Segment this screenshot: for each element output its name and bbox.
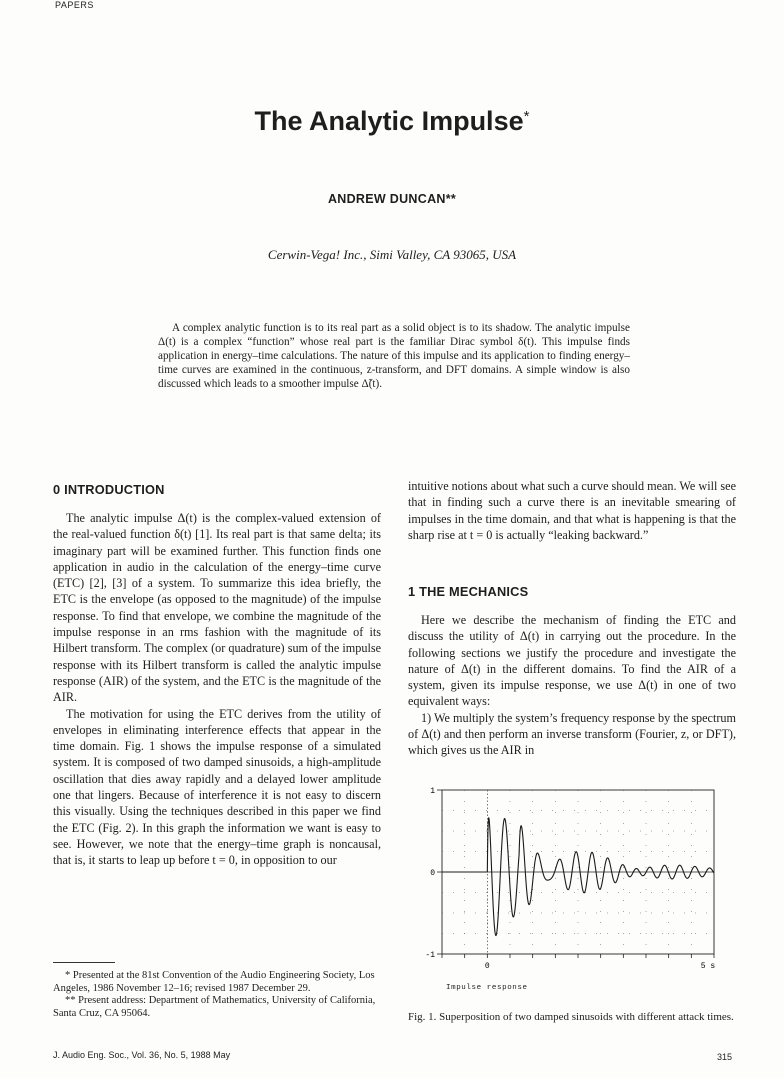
section-heading-mechanics: 1 THE MECHANICS — [408, 584, 529, 599]
intro-paragraph-2: The motivation for using the ETC derives from the utility of envelopes in eliminating interference effects that appear in the time domain. Fig. 1 shows the impulse response of a simulated system. It is composed of two damped sinusoids, a high-amplitude oscillation that dies away rapidly and a delayed lower amplitude one that lingers. Because of interference it is not easy to discern this visually. Using the techniques described in this paper we find the ETC (Fig. 2). In this graph the information we want is easy to see. However, we note that the energy–time graph is noncausal, that is, it starts to leap up before t = 0, in opposition to our — [53, 706, 381, 868]
footnote-rule — [53, 962, 115, 963]
page-number: 315 — [717, 1052, 733, 1062]
footnote-1: * Presented at the 81st Convention of the Audio Engineering Society, Los Angeles, 1986 November 12–16; revised 1987 December 29. — [53, 970, 375, 994]
intro-continuation: intuitive notions about what such a curve should mean. We will see that in finding such a curve there is an inevitable smearing of impulses in the time domain, and that what is happening is that the sharp rise at t = 0 is actually “leaking backward.” — [408, 479, 736, 542]
mechanics-paragraph-2: 1) We multiply the system’s frequency response by the spectrum of Δ(t) and then perform an inverse transform (Fourier, z, or DFT), which gives us the AIR in — [408, 710, 736, 758]
figure-inner-label: Impulse response — [446, 984, 528, 992]
figure-1-caption: Fig. 1. Superposition of two damped sinusoids with different attack times. — [408, 1011, 734, 1023]
journal-citation: J. Audio Eng. Soc., Vol. 36, No. 5, 1988 May — [53, 1050, 231, 1060]
paper-title — [0, 106, 784, 137]
section-heading-introduction: 0 INTRODUCTION — [53, 482, 165, 497]
y-tick-label-bottom: -1 — [425, 951, 435, 960]
y-tick-label-mid: 0 — [430, 869, 435, 878]
footnote-2: ** Present address: Department of Mathematics, University of California, Santa Cruz, CA 95064. — [53, 995, 376, 1019]
title-footnote-mark: * — [523, 108, 530, 125]
right-column-top — [408, 478, 736, 543]
plot-ticks — [437, 790, 714, 958]
x-tick-label-zero: 0 — [484, 962, 490, 971]
affiliation: Cerwin-Vega! Inc., Simi Valley, CA 93065, USA — [267, 247, 517, 262]
author-name: ANDREW DUNCAN** — [327, 192, 457, 206]
figure-1-plot — [408, 782, 743, 984]
impulse-response-line — [442, 818, 714, 936]
section-label: PAPERS — [55, 0, 94, 10]
x-tick-label-end: 5 s — [700, 962, 716, 971]
left-column — [53, 482, 381, 869]
y-tick-label-top: 1 — [430, 787, 435, 796]
right-column-mechanics — [408, 612, 736, 759]
abstract: A complex analytic function is to its real part as a solid object is to its shadow. The analytic impulse Δ(t) is a complex “function” whose real part is the familiar Dirac symbol δ(t). This impulse finds application in energy–time calculations. The nature of this impulse and its application to finding energy–time curves are examined in the continuous, z-transform, and DFT domains. A simple window is also discussed which leads to a smoother impulse Δ̃(t). — [158, 322, 630, 390]
mechanics-paragraph-1: Here we describe the mechanism of finding the ETC and discuss the utility of Δ(t) in carrying out the procedure. In the following sections we justify the procedure and investigate the nature of Δ(t) in the different domains. To find the AIR of a system, given its impulse response, we use Δ(t) in one of two equivalent ways: — [408, 613, 736, 709]
intro-paragraph-1: The analytic impulse Δ(t) is the complex-valued extension of the real-valued function δ(t) [1]. Its real part is that same delta; its imaginary part will be examined further. This function finds one application in audio in the calculation of the energy–time curve (ETC) [2], [3] of a system. To summarize this idea briefly, the ETC is the envelope (as opposed to the magnitude) of the impulse response. To find that envelope, we combine the magnitude of the impulse response in an rms fashion with the magnitude of its Hilbert transform. The complex (or quadrature) sum of the impulse response with its Hilbert transform is called the analytic impulse response (AIR) of the system, and the ETC is the magnitude of the AIR. — [53, 511, 381, 705]
footnotes — [53, 970, 383, 1020]
title-text: The Analytic Impulse — [254, 106, 524, 136]
